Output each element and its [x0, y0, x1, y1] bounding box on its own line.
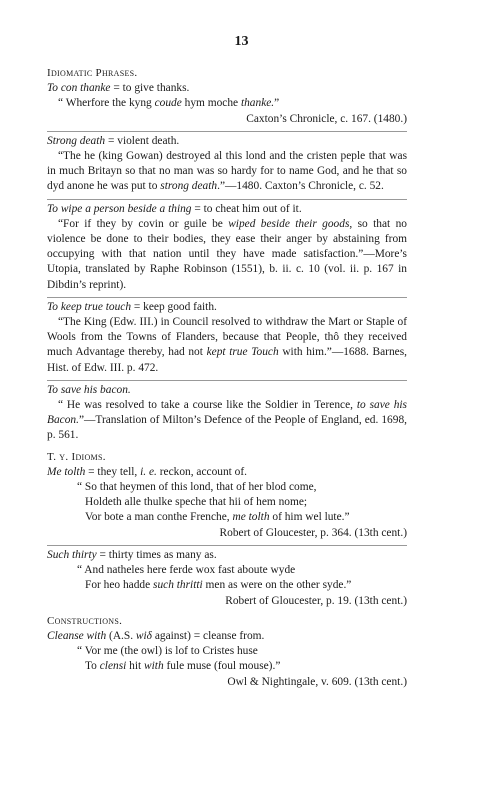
page-number: 13	[234, 34, 249, 49]
entry-such-thirty: Such thirty = thirty times as many as. “ And natheles here ferde wox fast aboute wyde For heo hadde such thritti men as were on the other syde.” Robert of Gloucester, p. 19. (13th cent.)	[47, 548, 407, 609]
entry-source: Caxton’s Chronicle, c. 167. (1480.)	[246, 112, 407, 125]
entry-headword: To keep true touch	[47, 300, 132, 313]
entry-cleanse-with: Cleanse with (A.S. wiδ against) = cleanse from. “ Vor me (the owl) is lof to Cristes huse To clensi hit with fule muse (foul mouse).” Owl & Nightingale, v. 609. (13th cent.)	[47, 629, 407, 690]
entry-headword: To con thanke	[47, 82, 111, 95]
entry-strong-death	[47, 134, 407, 195]
entry-headword: Cleanse with	[47, 629, 107, 642]
divider	[47, 297, 407, 298]
verse-line: “ Vor me (the owl) is lof to Cristes huse	[77, 645, 258, 658]
entry-headword: Strong death	[47, 134, 106, 147]
section-heading-idioms: T. y. Idioms.	[47, 450, 106, 463]
entry-save-bacon	[47, 383, 407, 444]
divider	[47, 199, 407, 200]
entry-headword: Me tolth	[47, 465, 86, 478]
entry-definition: = violent death.	[105, 134, 180, 147]
verse-line: “ So that heymen of this lond, that of her blod come,	[77, 481, 317, 494]
entry-definition: = to give thanks.	[110, 82, 190, 95]
entry-wipe-beside	[47, 202, 407, 293]
entry-definition: = keep good faith.	[131, 300, 217, 313]
entry-source: Robert of Gloucester, p. 364. (13th cent.)	[219, 526, 407, 539]
section-heading-constructions: Constructions.	[47, 614, 123, 627]
verse-line: Holdeth alle thulke speche that hii of hem nome;	[85, 496, 308, 509]
entry-quotation: “ Wherfore the kyng coude hym moche thanke.”	[58, 97, 280, 110]
entry-definition: = to cheat him out of it.	[191, 202, 302, 215]
entry-quotation: “For if they by covin or guile be wiped beside their goods, so that no violence be done to their bodies, they ease their anger by abstaining from occupying with that nation until they have made satisfaction.”—More’s Utopia, translated by Raphe Robinson (1551), b. ii. c. 10 (vol. ii. p. 167 in Dibdin’s reprint).	[47, 217, 407, 291]
verse-line: To clensi hit with fule muse (foul mouse).”	[85, 660, 281, 673]
verse-line: “ And natheles here ferde wox fast aboute wyde	[77, 564, 296, 577]
divider	[47, 131, 407, 132]
entry-quotation: “The he (king Gowan) destroyed al this lond and the cristen peple that was in much Britayn so that no man was so hardy for to name God, and he that so dyd anone he was put to strong death.”—1480. Caxton’s Chronicle, c. 52.	[47, 150, 407, 193]
entry-quotation: “ He was resolved to take a course like the Soldier in Terence, to save his Bacon.”—Translation of Milton’s Defence of the People of England, ed. 1698, p. 561.	[47, 399, 407, 442]
page-body	[47, 66, 407, 690]
divider	[47, 380, 407, 381]
verse-line: For heo hadde such thritti men as were on the other syde.”	[85, 579, 352, 592]
entry-headword: To wipe a person beside a thing	[47, 202, 192, 215]
section-heading-idiomatic-phrases: Idiomatic Phrases.	[47, 67, 138, 79]
verse-line: Vor bote a man conthe Frenche, me tolth of him wel lute.”	[85, 511, 350, 524]
entry-con-thanke	[47, 81, 407, 127]
entry-source: Robert of Gloucester, p. 19. (13th cent.)	[225, 594, 407, 607]
entry-me-tolth: Me tolth = they tell, i. e. reckon, account of. “ So that heymen of this lond, that of her blod come, Holdeth alle thulke speche that hii of hem nome; Vor bote a man conthe Frenche, me tolth of him wel lute.” Robert of Gloucester, p. 364. (13th cent.)	[47, 465, 407, 541]
entry-headword: Such thirty	[47, 548, 97, 561]
entry-source: Owl & Nightingale, v. 609. (13th cent.)	[227, 675, 407, 688]
divider	[47, 545, 407, 546]
entry-quotation: “The King (Edw. III.) in Council resolved to withdraw the Mart or Staple of Wools from the Towns of Flanders, because that People, thô they received much Advantage thereby, had not kept true Touch with him.”—1688. Barnes, Hist. of Edw. III. p. 472.	[47, 316, 407, 374]
entry-keep-true-touch	[47, 300, 407, 376]
entry-headword: To save his bacon.	[47, 383, 131, 396]
